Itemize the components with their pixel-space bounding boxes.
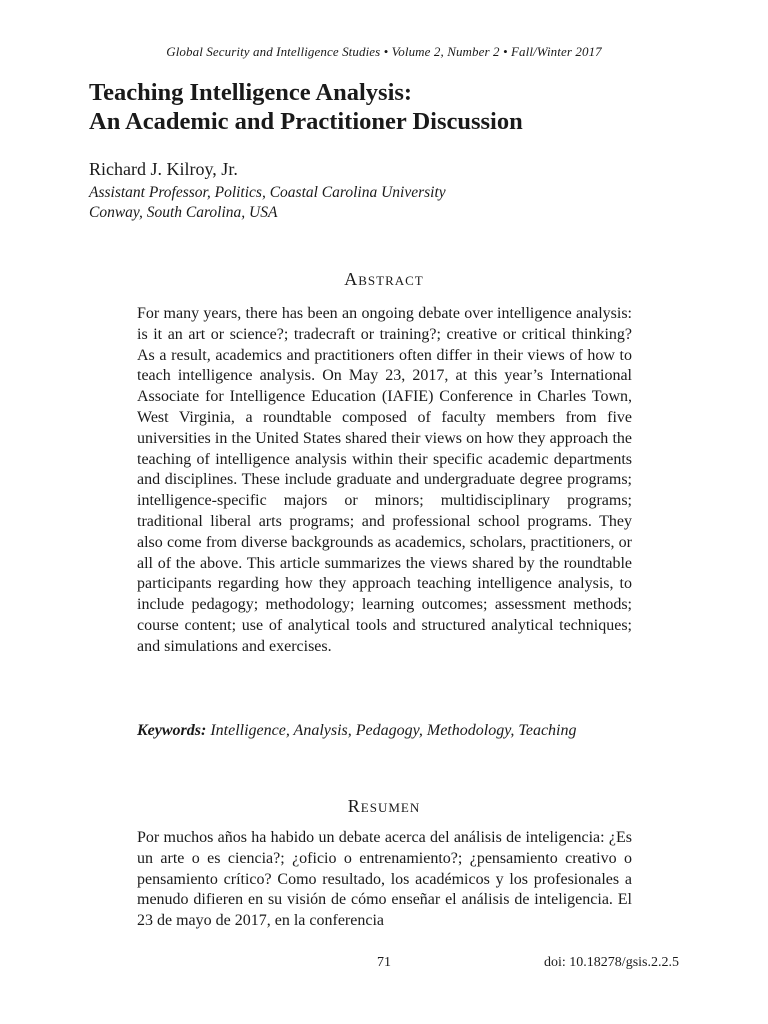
resumen-heading: Resumen <box>347 796 421 816</box>
abstract-text: For many years, there has been an ongoing debate over intelligence analysis: is it an art or science?; tradecraft or training?; creative or critical thinking? As a result, academics and practitioners often differ in their views of how to teach intelligence analysis. On May 23, 2017, at this year’s International Associate for Intelligence Education (IAFIE) Conference in Charles Town, West Virginia, a roundtable composed of faculty members from five universities in the United States shared their views on how they approach the teaching of intelligence analysis within their specific academic departments and disciplines. These include graduate and undergraduate degree programs; intelligence-specific majors or minors; multidisciplinary programs; traditional liberal arts programs; and professional school programs. They also come from diverse backgrounds as academics, scholars, practitioners, or all of the above. This article summarizes the views shared by the roundtable participants regarding how they approach teaching intelligence analysis, to include pedagogy; methodology; learning outcomes; assessment methods; course content; use of analytical tools and structured analytical techniques; and simulations and exercises. <box>137 305 632 655</box>
resumen-text: Por muchos años ha habido un debate acerca del análisis de inteligencia: ¿Es un arte o es ciencia?; ¿oficio o entrenamiento?; ¿pensamiento creativo o pensamiento crítico? Como resultado, los académicos y los profesionales a menudo difieren en su visión de cómo enseñar el análisis de inteligencia. El 23 de mayo de 2017, en la conferencia <box>137 829 632 930</box>
author-affiliation <box>89 183 446 223</box>
running-header: Global Security and Intelligence Studies • Volume 2, Number 2 • Fall/Winter 2017 <box>166 44 602 59</box>
affiliation-line-1: Assistant Professor, Politics, Coastal Carolina University <box>89 184 446 201</box>
article-title-line-1: Teaching Intelligence Analysis: <box>89 79 413 106</box>
doi-link[interactable]: doi: 10.18278/gsis.2.2.5 <box>544 955 679 970</box>
article-title-line-2: An Academic and Practitioner Discussion <box>89 108 523 135</box>
article-title <box>89 78 689 136</box>
keywords-label: Keywords: <box>137 722 207 739</box>
keywords-value: Intelligence, Analysis, Pedagogy, Methodology, Teaching <box>210 722 577 739</box>
page-number: 71 <box>377 955 391 970</box>
affiliation-line-2: Conway, South Carolina, USA <box>89 204 278 221</box>
abstract-heading: Abstract <box>344 269 424 289</box>
author-name: Richard J. Kilroy, Jr. <box>89 159 238 179</box>
keywords <box>137 721 576 741</box>
